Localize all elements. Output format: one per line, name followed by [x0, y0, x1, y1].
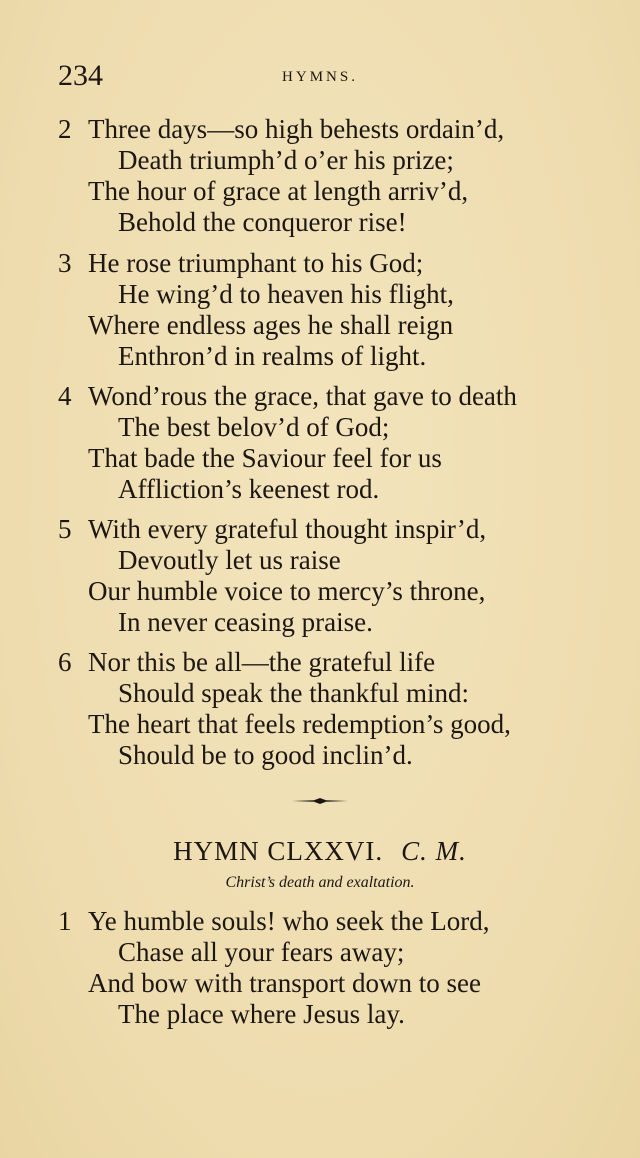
verse-line: Nor this be all—the grateful life [88, 647, 436, 677]
verse-line: Three days—so high behests ordain’d, [88, 114, 505, 144]
ornament-divider [290, 796, 350, 806]
running-head: HYMNS. [282, 69, 358, 85]
verse-line: He wing’d to heaven his flight, [118, 279, 454, 309]
verse-line: The heart that feels redemption’s good, [88, 709, 511, 739]
verse-line: Where endless ages he shall reign [88, 310, 454, 340]
verse-line: Death triumph’d o’er his prize; [118, 145, 454, 175]
stanza-number: 1 [58, 906, 72, 936]
stanza [58, 906, 628, 1030]
verse-line: The place where Jesus lay. [118, 999, 405, 1029]
stanza [58, 114, 628, 238]
verse-line: In never ceasing praise. [118, 607, 373, 637]
verse-line: Wond’rous the grace, that gave to death [88, 381, 517, 411]
verse-line: He rose triumphant to his God; [88, 248, 424, 278]
stanza [58, 514, 628, 638]
verse-line: Ye humble souls! who seek the Lord, [88, 906, 490, 936]
stanza [58, 647, 628, 771]
stanza-number: 5 [58, 514, 72, 544]
verse-line: Enthron’d in realms of light. [118, 341, 427, 371]
verse-line: The hour of grace at length arriv’d, [88, 176, 469, 206]
verse-line: Affliction’s keenest rod. [118, 474, 380, 504]
stanza-number: 2 [58, 114, 72, 144]
stanza-number: 3 [58, 248, 72, 278]
page-number: 234 [58, 59, 103, 92]
verse-line: That bade the Saviour feel for us [88, 443, 442, 473]
verse-line: The best belov’d of God; [118, 412, 390, 442]
verse-line: Behold the conqueror rise! [118, 207, 407, 237]
verse-line: Should be to good inclin’d. [118, 740, 413, 770]
verse-line: Should speak the thankful mind: [118, 678, 469, 708]
hymn-meter: C. M. [401, 836, 467, 866]
stanza-number: 6 [58, 647, 72, 677]
hymn-subtitle: Christ’s death and exaltation. [225, 874, 415, 891]
stanza-number: 4 [58, 381, 72, 411]
hymn-title [0, 835, 640, 867]
verse-line: Chase all your fears away; [118, 937, 405, 967]
stanza [58, 248, 628, 372]
stanza [58, 381, 628, 505]
hymn-number: HYMN CLXXVI. [173, 836, 384, 866]
verse-line: With every grateful thought inspir’d, [88, 514, 487, 544]
verse-line: Our humble voice to mercy’s throne, [88, 576, 486, 606]
verse-line: Devoutly let us raise [118, 545, 341, 575]
verse-line: And bow with transport down to see [88, 968, 481, 998]
